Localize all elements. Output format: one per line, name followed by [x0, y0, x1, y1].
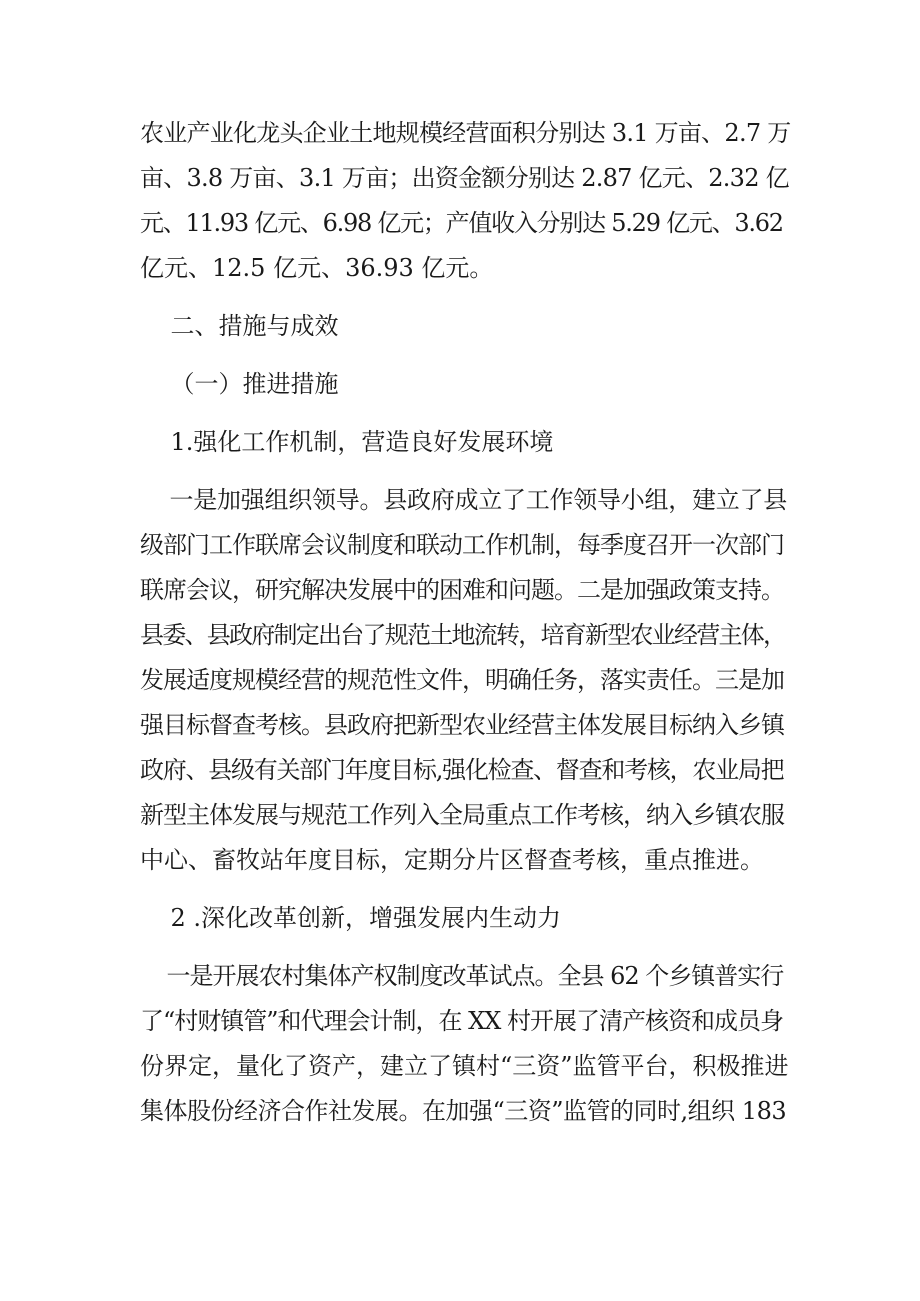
paragraph-line: 政府、县级有关部门年度目标,强化检查、督查和考核，农业局把 [140, 756, 784, 784]
paragraph-line: 集体股份经济合作社发展。在加强“三资”监管的同时,组织 183 [140, 1097, 787, 1125]
paragraph-gap [140, 349, 790, 362]
paragraph-line: 级部门工作联席会议制度和联动工作机制，每季度召开一次部门 [140, 531, 784, 559]
paragraph-gap [140, 941, 790, 954]
paragraph-line: 了“村财镇管”和代理会计制，在 XX 村开展了清产核资和成员身 [140, 1007, 783, 1035]
paragraph-line: 联席会议，研究解决发展中的困难和问题。二是加强政策支持。 [140, 576, 784, 604]
paragraph-gap [140, 883, 790, 896]
paragraph-gap [140, 291, 790, 304]
paragraph-line: 份界定，量化了资产，建立了镇村“三资”监管平台，积极推进 [140, 1052, 789, 1080]
document-body [140, 111, 790, 1134]
paragraph-line: 一是开展农村集体产权制度改革试点。全县 62 个乡镇普实行 [140, 962, 784, 990]
item-heading: 1.强化工作机制，营造良好发展环境 [140, 428, 554, 456]
paragraph-line: 农业产业化龙头企业土地规模经营面积分别达 3.1 万亩、2.7 万 [140, 119, 791, 147]
paragraph-line: 元、11.93 亿元、6.98 亿元；产值收入分别达 5.29 亿元、3.62 [140, 209, 783, 237]
paragraph-line: 发展适度规模经营的规范性文件，明确任务，落实责任。三是加 [140, 666, 784, 694]
paragraph-line: 强目标督查考核。县政府把新型农业经营主体发展目标纳入乡镇 [140, 711, 784, 739]
paragraph-line: 中心、畜牧站年度目标，定期分片区督查考核，重点推进。 [140, 846, 764, 874]
paragraph-line: 一是加强组织领导。县政府成立了工作领导小组，建立了县 [140, 486, 788, 514]
subsection-heading: （一）推进措施 [140, 370, 339, 398]
paragraph-gap [140, 407, 790, 420]
paragraph-gap [140, 465, 790, 478]
paragraph-line: 县委、县政府制定出台了规范土地流转，培育新型农业经营主体， [140, 621, 786, 649]
item-heading: 2 .深化改革创新，增强发展内生动力 [140, 904, 562, 932]
paragraph-line: 新型主体发展与规范工作列入全局重点工作考核，纳入乡镇农服 [140, 801, 784, 829]
paragraph-line: 亿元、12.5 亿元、36.93 亿元。 [140, 254, 494, 282]
paragraph-line: 亩、3.8 万亩、3.1 万亩；出资金额分别达 2.87 亿元、2.32 亿 [140, 164, 789, 192]
section-heading: 二、措施与成效 [140, 312, 339, 340]
